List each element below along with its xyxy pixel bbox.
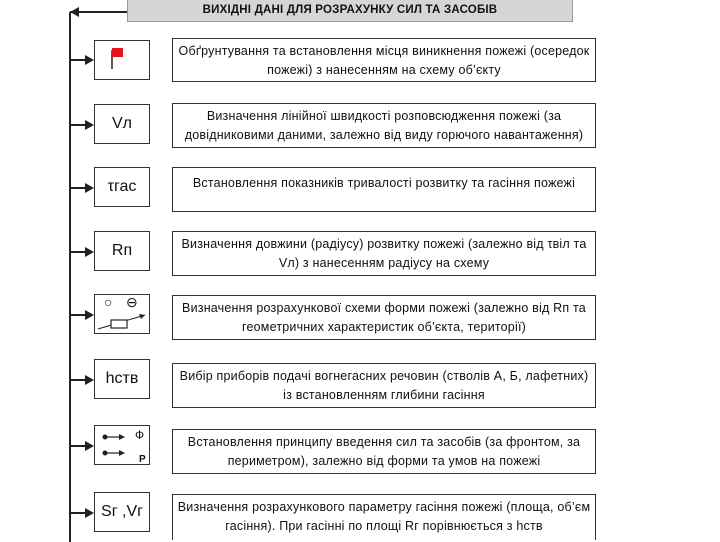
arrowhead-row-2 [85,120,94,130]
description-nozzle-depth: Вибір приборів подачі вогнегасних речовин (стволів А, Б, лафетних) із встановленням глибини гасіння [172,363,596,408]
connector-row-7 [70,445,86,447]
symbol-linear-speed [94,104,150,144]
symbol-extinguish-param [94,492,150,532]
symbol-fire-origin [94,40,150,80]
connector-row-1 [70,59,86,61]
red-flag-icon [95,41,148,78]
connector-spine [69,12,71,542]
fire-shape-scheme-icon [95,295,148,332]
description-fire-shape-scheme: Визначення розрахункової схеми форми пожежі (залежно від Rп та геометричних характеристик об’єкта, території) [172,295,596,340]
symbol-text: Sг ,Vг [101,503,143,520]
description-force-introduction: Встановлення принципу введення сил та засобів (за фронтом, за периметром), залежно від форми та умов на пожежі [172,429,596,474]
symbol-nozzle-depth [94,359,150,399]
minus-circle-mark: ⊖ [126,294,138,310]
symbol-text: Vл [111,115,132,132]
perimeter-mark: Р [139,454,146,465]
symbol-text: Rп [111,242,133,259]
symbol-extinguish-time [94,167,150,207]
connector-row-6 [70,379,86,381]
connector-row-8 [70,512,86,514]
arrowhead-row-1 [85,55,94,65]
symbol-text: hств [105,370,139,387]
arrowhead-row-6 [85,375,94,385]
diagram-title: ВИХІДНІ ДАНІ ДЛЯ РОЗРАХУНКУ СИЛ ТА ЗАСОБІВ [127,0,573,22]
arrowhead-row-7 [85,441,94,451]
connector-row-2 [70,124,86,126]
connector-row-4 [70,251,86,253]
symbol-force-introduction [94,425,150,465]
description-fire-origin: Обґрунтування та встановлення місця виникнення пожежі (осередок пожежі) з нанесенням на схему об’єкту [172,38,596,82]
arrowhead-row-8 [85,508,94,518]
front-mark: Ф [135,428,145,442]
description-extinguish-time: Встановлення показників тривалості розвитку та гасіння пожежі [172,167,596,212]
description-fire-radius: Визначення довжини (радіусу) розвитку пожежі (залежно від τвіл та Vл) з нанесенням радіусу на схему [172,231,596,276]
header-arrowhead [70,7,79,17]
arrowhead-row-4 [85,247,94,257]
connector-row-5 [70,314,86,316]
symbol-fire-radius [94,231,150,271]
description-linear-speed: Визначення лінійної швидкості розповсюдження пожежі (за довідниковими даними, залежно від виду горючого навантаження) [172,103,596,148]
arrowhead-row-5 [85,310,94,320]
connector-row-3 [70,187,86,189]
symbol-text: τгас [107,178,137,195]
arrowhead-row-3 [85,183,94,193]
description-extinguish-param: Визначення розрахункового параметру гасіння пожежі (площа, об’єм гасіння). При гасінні по площі Rг порівнюється з hств [172,494,596,540]
symbol-fire-shape-scheme [94,294,150,334]
circle-mark: ○ [104,294,113,310]
